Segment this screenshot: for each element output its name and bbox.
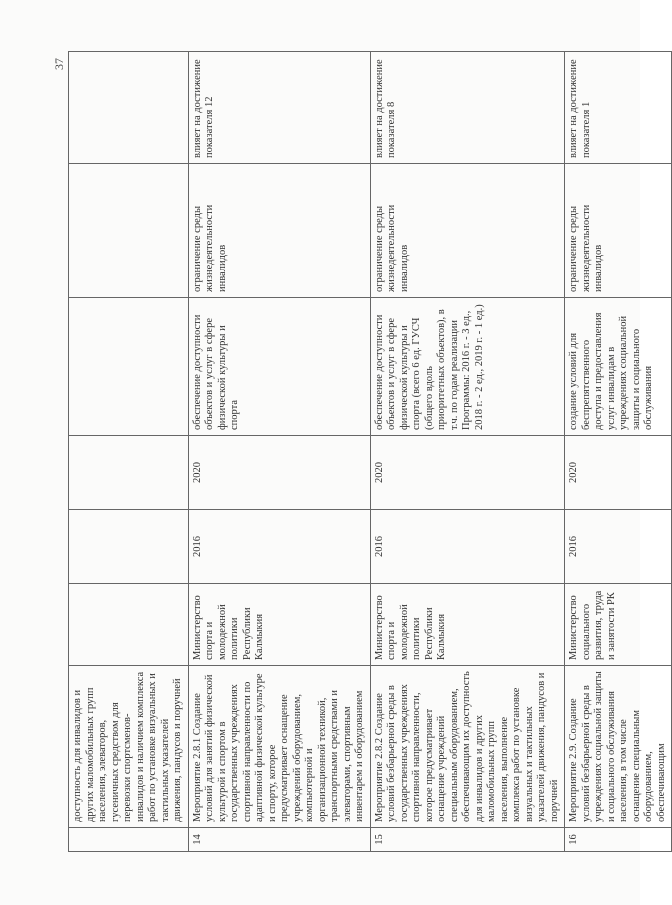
non-implementation-consequence: ограничение среды жизнедеятельности инвалидов <box>188 164 370 298</box>
page-number: 37 <box>52 58 66 70</box>
start-year: 2016 <box>565 510 672 584</box>
indicator-link: влияет на достижение показателя 1 <box>565 52 672 164</box>
start-year: 2016 <box>370 510 565 584</box>
continuation-cell: доступность для инвалидов и других маломобильных групп населения, элеваторов, гусеничных средством для перевозки спортсменов-инвалидов и наличием комплекса работ по установке визуальных и тактильных указателей движения, пандусов и поручней <box>69 666 189 828</box>
row-number: 15 <box>370 828 565 852</box>
end-year: 2020 <box>188 436 370 510</box>
measure-name: Мероприятие 2.9. Создание условий безбарьерной среды в учреждениях социальной защиты и социального обслуживания населения, в том числе оснащение специальным оборудованием, обеспечивающим <box>565 666 672 828</box>
end-year: 2020 <box>565 436 672 510</box>
non-implementation-consequence: ограничение среды жизнедеятельности инвалидов <box>565 164 672 298</box>
table-row <box>565 52 672 852</box>
rotated-landscape-page <box>50 42 667 862</box>
indicator-link: влияет на достижение показателя 8 <box>370 52 565 164</box>
expected-result: обеспечение доступности объектов и услуг в сфере физической культуры и спорта <box>188 298 370 436</box>
table-row <box>370 52 565 852</box>
row-number: 16 <box>565 828 672 852</box>
indicator-link: влияет на достижение показателя 12 <box>188 52 370 164</box>
row-number: 14 <box>188 828 370 852</box>
measure-name: Мероприятие 2.8.1 Создание условий для занятий физической культурой и спортом в государственных учреждениях спортивной направленности по адаптивной физической культуре и спорту, которое предусматривает оснащение учреждений оборудованием, компьютерной и организационной техникой, транспортными средствами и элеваторами, спортивным инвентарем и оборудованием <box>188 666 370 828</box>
end-year: 2020 <box>370 436 565 510</box>
measure-name: Мероприятие 2.8.2 Создание условий безбарьерной среды в государственных учреждениях спортивной направленности, которое предусматривает оснащение учреждений специальным оборудованием, обеспечивающим их доступность для инвалидов и других маломобильных групп населения, выполнение комплекса работ по установке визуальных и тактильных указателей движения, пандусов и поручней <box>370 666 565 828</box>
table-row <box>188 52 370 852</box>
expected-result: обеспечение доступности объектов и услуг в сфере физической культуры и спорта (всего 6 ед. ГУСЧ (общего вдоль приоритетных объектов), в т.ч. по годам реализации Программы: 2016 г. - 3 ед., 2018 г. - 2 ед., 2019 г. - 1 ед.) <box>370 298 565 436</box>
start-year: 2016 <box>188 510 370 584</box>
program-measures-table <box>68 51 672 852</box>
table-row-continuation <box>69 52 189 852</box>
executor: Министерство спорта и молодежной политики Республики Калмыкия <box>188 584 370 666</box>
executor: Министерство спорта и молодежной политики Республики Калмыкия <box>370 584 565 666</box>
expected-result: создание условий для беспрепятственного доступа и предоставления услуг инвалидам в учреждениях социальной защиты и социального обслуживания <box>565 298 672 436</box>
executor: Министерство социального развития, труда и занятости РК <box>565 584 672 666</box>
non-implementation-consequence: ограничение среды жизнедеятельности инвалидов <box>370 164 565 298</box>
